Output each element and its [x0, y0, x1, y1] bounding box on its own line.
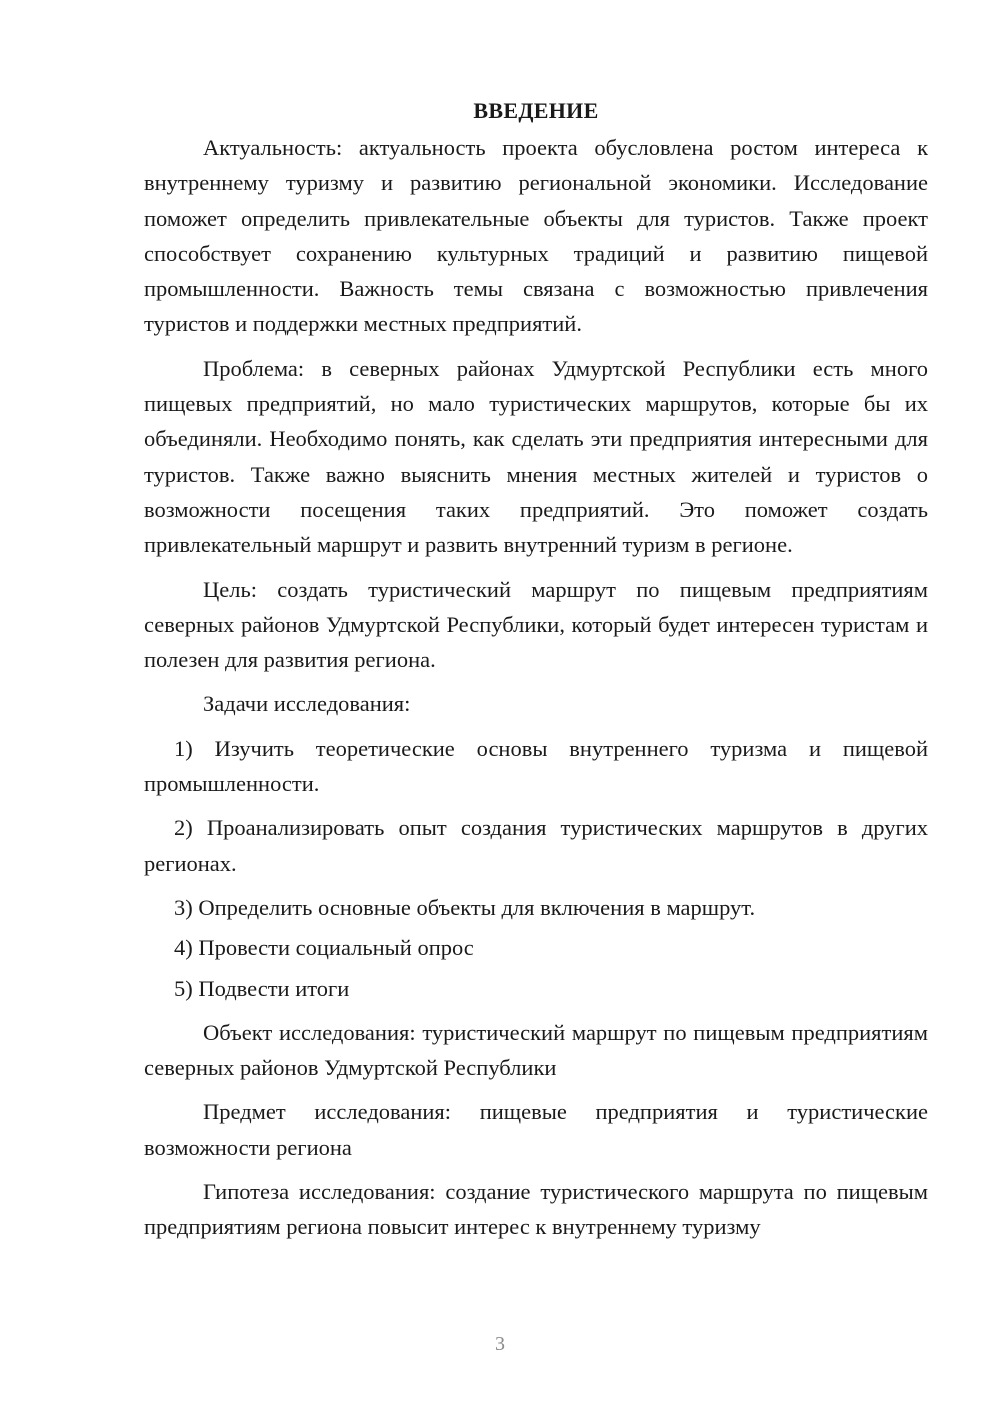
goal-paragraph: Цель: создать туристический маршрут по пищевым предприятиям северных районов Удмуртской Республики, который будет интересен туристам и полезен для развития региона. [144, 576, 928, 673]
tasks-heading: Задачи исследования: [203, 691, 411, 717]
task-item-4: 4) Провести социальный опрос [174, 935, 474, 961]
hypothesis-paragraph: Гипотеза исследования: создание туристического маршрута по пищевым предприятиям региона повысит интерес к внутреннему туризму [144, 1179, 928, 1240]
problem-paragraph: Проблема: в северных районах Удмуртской Республики есть много пищевых предприятий, но мало туристических маршрутов, которые бы их объединяли. Необходимо понять, как сделать эти предприятия интересными для туристов. Также важно выяснить мнения местных жителей и туристов о возможности посещения таких предприятий. Это поможет создать привлекательный маршрут и развить внутренний туризм в регионе. [144, 355, 928, 558]
document-page [144, 94, 928, 1254]
task-item-1: 1) Изучить теоретические основы внутреннего туризма и пищевой промышленности. [144, 735, 928, 797]
object-paragraph: Объект исследования: туристический маршрут по пищевым предприятиям северных районов Удмуртской Республики [144, 1019, 928, 1081]
task-item-5: 5) Подвести итоги [174, 975, 350, 1001]
relevance-paragraph: Актуальность: актуальность проекта обусловлена ростом интереса к внутреннему туризму и развитию региональной экономики. Исследование поможет определить привлекательные объекты для туристов. Также проект способствует сохранению культурных традиций и развитию пищевой промышленности. Важность темы связана с возможностью привлечения туристов и поддержки местных предприятий. [144, 135, 928, 337]
subject-paragraph: Предмет исследования: пищевые предприятия и туристические возможности региона [144, 1099, 928, 1160]
task-item-3: 3) Определить основные объекты для включения в маршрут. [174, 894, 756, 920]
section-title: ВВЕДЕНИЕ [473, 98, 599, 123]
page-number: 3 [495, 1333, 505, 1355]
task-item-2: 2) Проанализировать опыт создания туристических маршрутов в других регионах. [144, 815, 928, 876]
